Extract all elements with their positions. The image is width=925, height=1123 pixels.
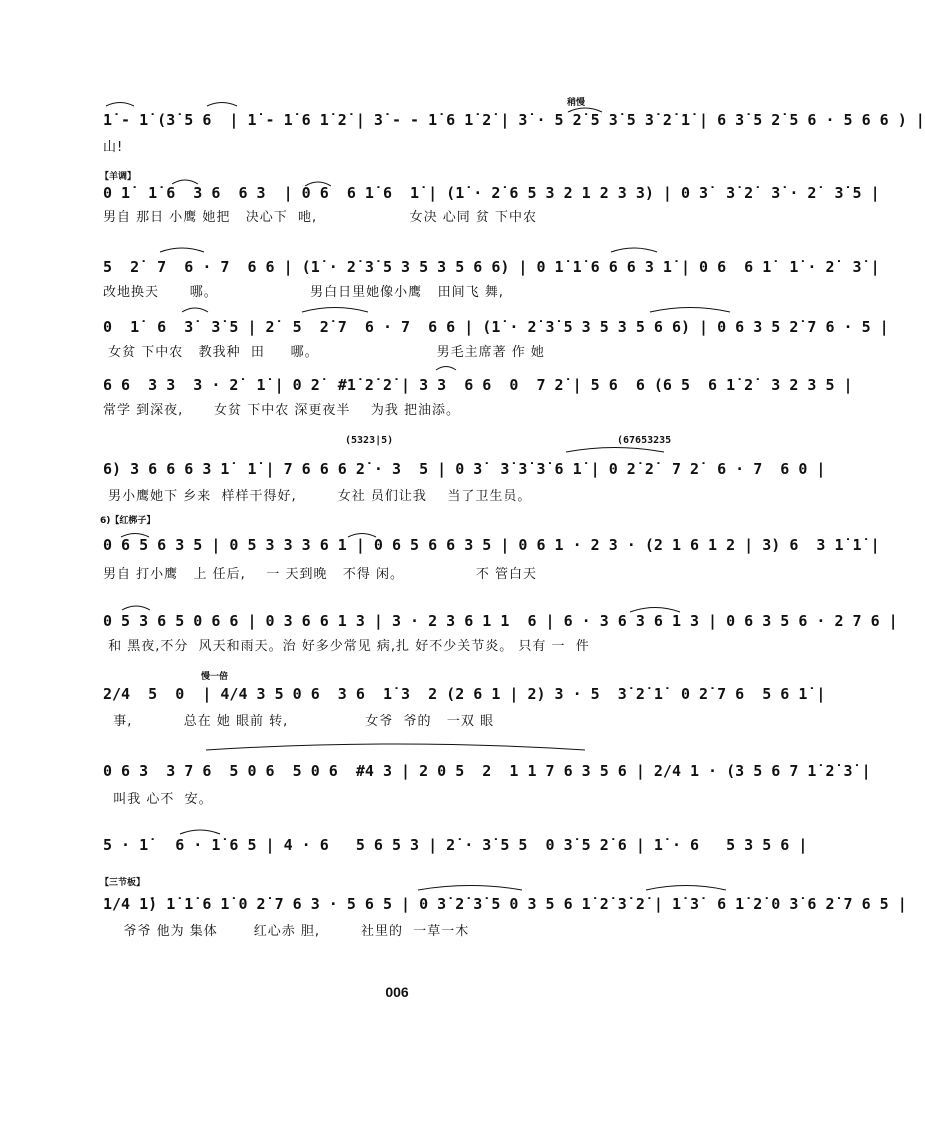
slur — [566, 448, 664, 453]
lyric-row: 常学 到深夜, 女贫 下中农 深更夜半 为我 把油添。 — [103, 403, 460, 418]
note-row: 0 1̇ 1̇ 6 3 6 6 3 | 0 6 6 1̇ 6 1̇ | (1̇ · 2̇ 6 5 3 2 1 2 3 3) | 0 3̇ 3̇ 2̇ 3̇ · 2̇ 3̇ 5 | — [103, 184, 880, 202]
section-label: 【三节板】 — [100, 878, 146, 888]
slur — [302, 308, 368, 313]
slur — [180, 830, 220, 834]
slur — [206, 744, 585, 750]
slur — [182, 308, 208, 312]
slur — [122, 606, 150, 610]
note-row: 6 6 3 3 3 · 2̇ 1̇ | 0 2̇ #1̇ 2̇ 2̇ | 3 3 6 6 0 7 2̇ | 5 6 6 (6 5 6 1̇ 2̇ 3 2 3 5 | — [103, 376, 853, 394]
note-row: 6) 3 6 6 6 3 1̇ 1̇ | 7 6 6 6 2̇ · 3 5 | 0 3̇ 3̇ 3̇ 3̇ 6 1̇ | 0 2̇ 2̇ 7 2̇ 6 · 7 6 0 | — [103, 460, 826, 478]
slur — [106, 103, 134, 107]
slur — [418, 886, 522, 891]
aux-notes-b: (67653235 — [617, 435, 672, 446]
note-row: 5 · 1̇ 6 · 1̇ 6 5 | 4 · 6 5 6 5 3 | 2̇ · 3̇ 5 5 0 3̇ 5 2̇ 6 | 1̇ · 6 5 3 5 6 | — [103, 836, 808, 854]
note-row: 0 6 5 6 3 5 | 0 5 3 3 3 6 1 | 0 6 5 6 6 3 5 | 0 6 1 · 2 3 · (2 1 6 1 2 | 3) 6 3 1̇ 1̇ | — [103, 536, 880, 554]
tempo-marking: 慢一倍 — [201, 672, 229, 682]
lyric-row: 叫我 心不 安。 — [103, 792, 213, 807]
section-label: 6)【红梆子】 — [100, 516, 156, 526]
tempo-marking: 稍慢 — [567, 98, 586, 108]
note-row: 1/4 1̇) 1̇ 1̇ 6 1̇ 0 2̇ 7 6 3 · 5 6 5 | 0 3̇ 2̇ 3̇ 5 0 3 5 6 1̇ 2̇ 3̇ 2̇ | 1̇ 3̇ 6 1̇ 2̇ 0 3̇ 6 2̇ 7 6 5 | — [103, 895, 907, 913]
note-row: 0 6 3 3 7 6 5 0 6 5 0 6 #4 3 | 2 0 5 2 1 1 7 6 3 5 6 | 2/4 1 · (3 5 6 7 1̇ 2̇ 3̇ | — [103, 762, 871, 780]
slur — [611, 248, 657, 252]
slur — [646, 886, 726, 891]
note-row: 0 1̇ 6 3̇ 3̇ 5 | 2̇ 5 2̇ 7 6 · 7 6 6 | (1̇ · 2̇ 3̇ 5 3 5 3 5 6 6) | 0 6 3 5 2̇ 7 6 · 5 | — [103, 318, 889, 336]
lyric-row: 事, 总在 她 眼前 转, 女爷 爷的 一双 眼 — [103, 714, 495, 729]
note-row: 2/4 5 0 | 4/4 3 5 0 6 3 6 1̇ 3 2 (2 6 1 | 2) 3 · 5 3̇ 2̇ 1̇ 0 2̇ 7 6 5 6 1̇ | — [103, 685, 826, 703]
lyric-row: 改地换天 哪。 男白日里她像小鹰 田间飞 舞, — [103, 285, 504, 300]
lyric-row: 男自 那日 小鹰 她把 决心下 吔, 女决 心同 贫 下中农 — [103, 210, 537, 225]
slur — [650, 308, 730, 313]
lyric-row: 男小鹰她下 乡来 样样干得好, 女社 员们让我 当了卫生员。 — [103, 489, 532, 504]
slur — [160, 248, 204, 252]
slur — [436, 367, 456, 371]
note-row: 1̇ - 1̇ (3̇ 5 6 | 1̇ - 1̇ 6 1̇ 2̇ | 3̇ - - 1̇ 6 1̇ 2̇ | 3̇ · 5 2̇ 5 3̇ 5 3̇ 2̇ 1̇ | 6 3̇ 5 2̇ 5 6 · 5 6 6 ) | — [103, 111, 925, 129]
note-row: 5 2̇ 7 6 · 7 6 6 | (1̇ · 2̇ 3̇ 5 3 5 3 5 6 6) | 0 1̇ 1̇ 6 6 6 3 1̇ | 0 6 6 1̇ 1̇ · 2̇ 3̇ | — [103, 258, 880, 276]
slur — [207, 103, 237, 107]
aux-notes-a: (5323|5) — [345, 435, 394, 446]
lyric-row: 爷爷 他为 集体 红心赤 胆, 社里的 一草一木 — [103, 924, 470, 939]
lyric-row: 女贫 下中农 教我种 田 哪。 男毛主席著 作 她 — [103, 345, 545, 360]
page-number: 006 — [385, 984, 409, 1000]
lyric-row: 和 黑夜,不分 风天和雨天。治 好多少常见 病,扎 好不少关节炎。 只有 一 件 — [103, 639, 590, 654]
section-label: 【羊调】 — [100, 172, 137, 182]
lyric-row: 男自 打小鹰 上 任后, 一 天到晚 不得 闲。 不 管白天 — [103, 567, 537, 582]
lyric-row: 山! — [103, 140, 124, 155]
note-row: 0 5 3 6 5 0 6 6 | 0 3 6 6 1 3 | 3 · 2 3 6 1 1 6 | 6 · 3 6 3 6 1 3 | 0 6 3 5 6 · 2 7 6 | — [103, 612, 898, 630]
